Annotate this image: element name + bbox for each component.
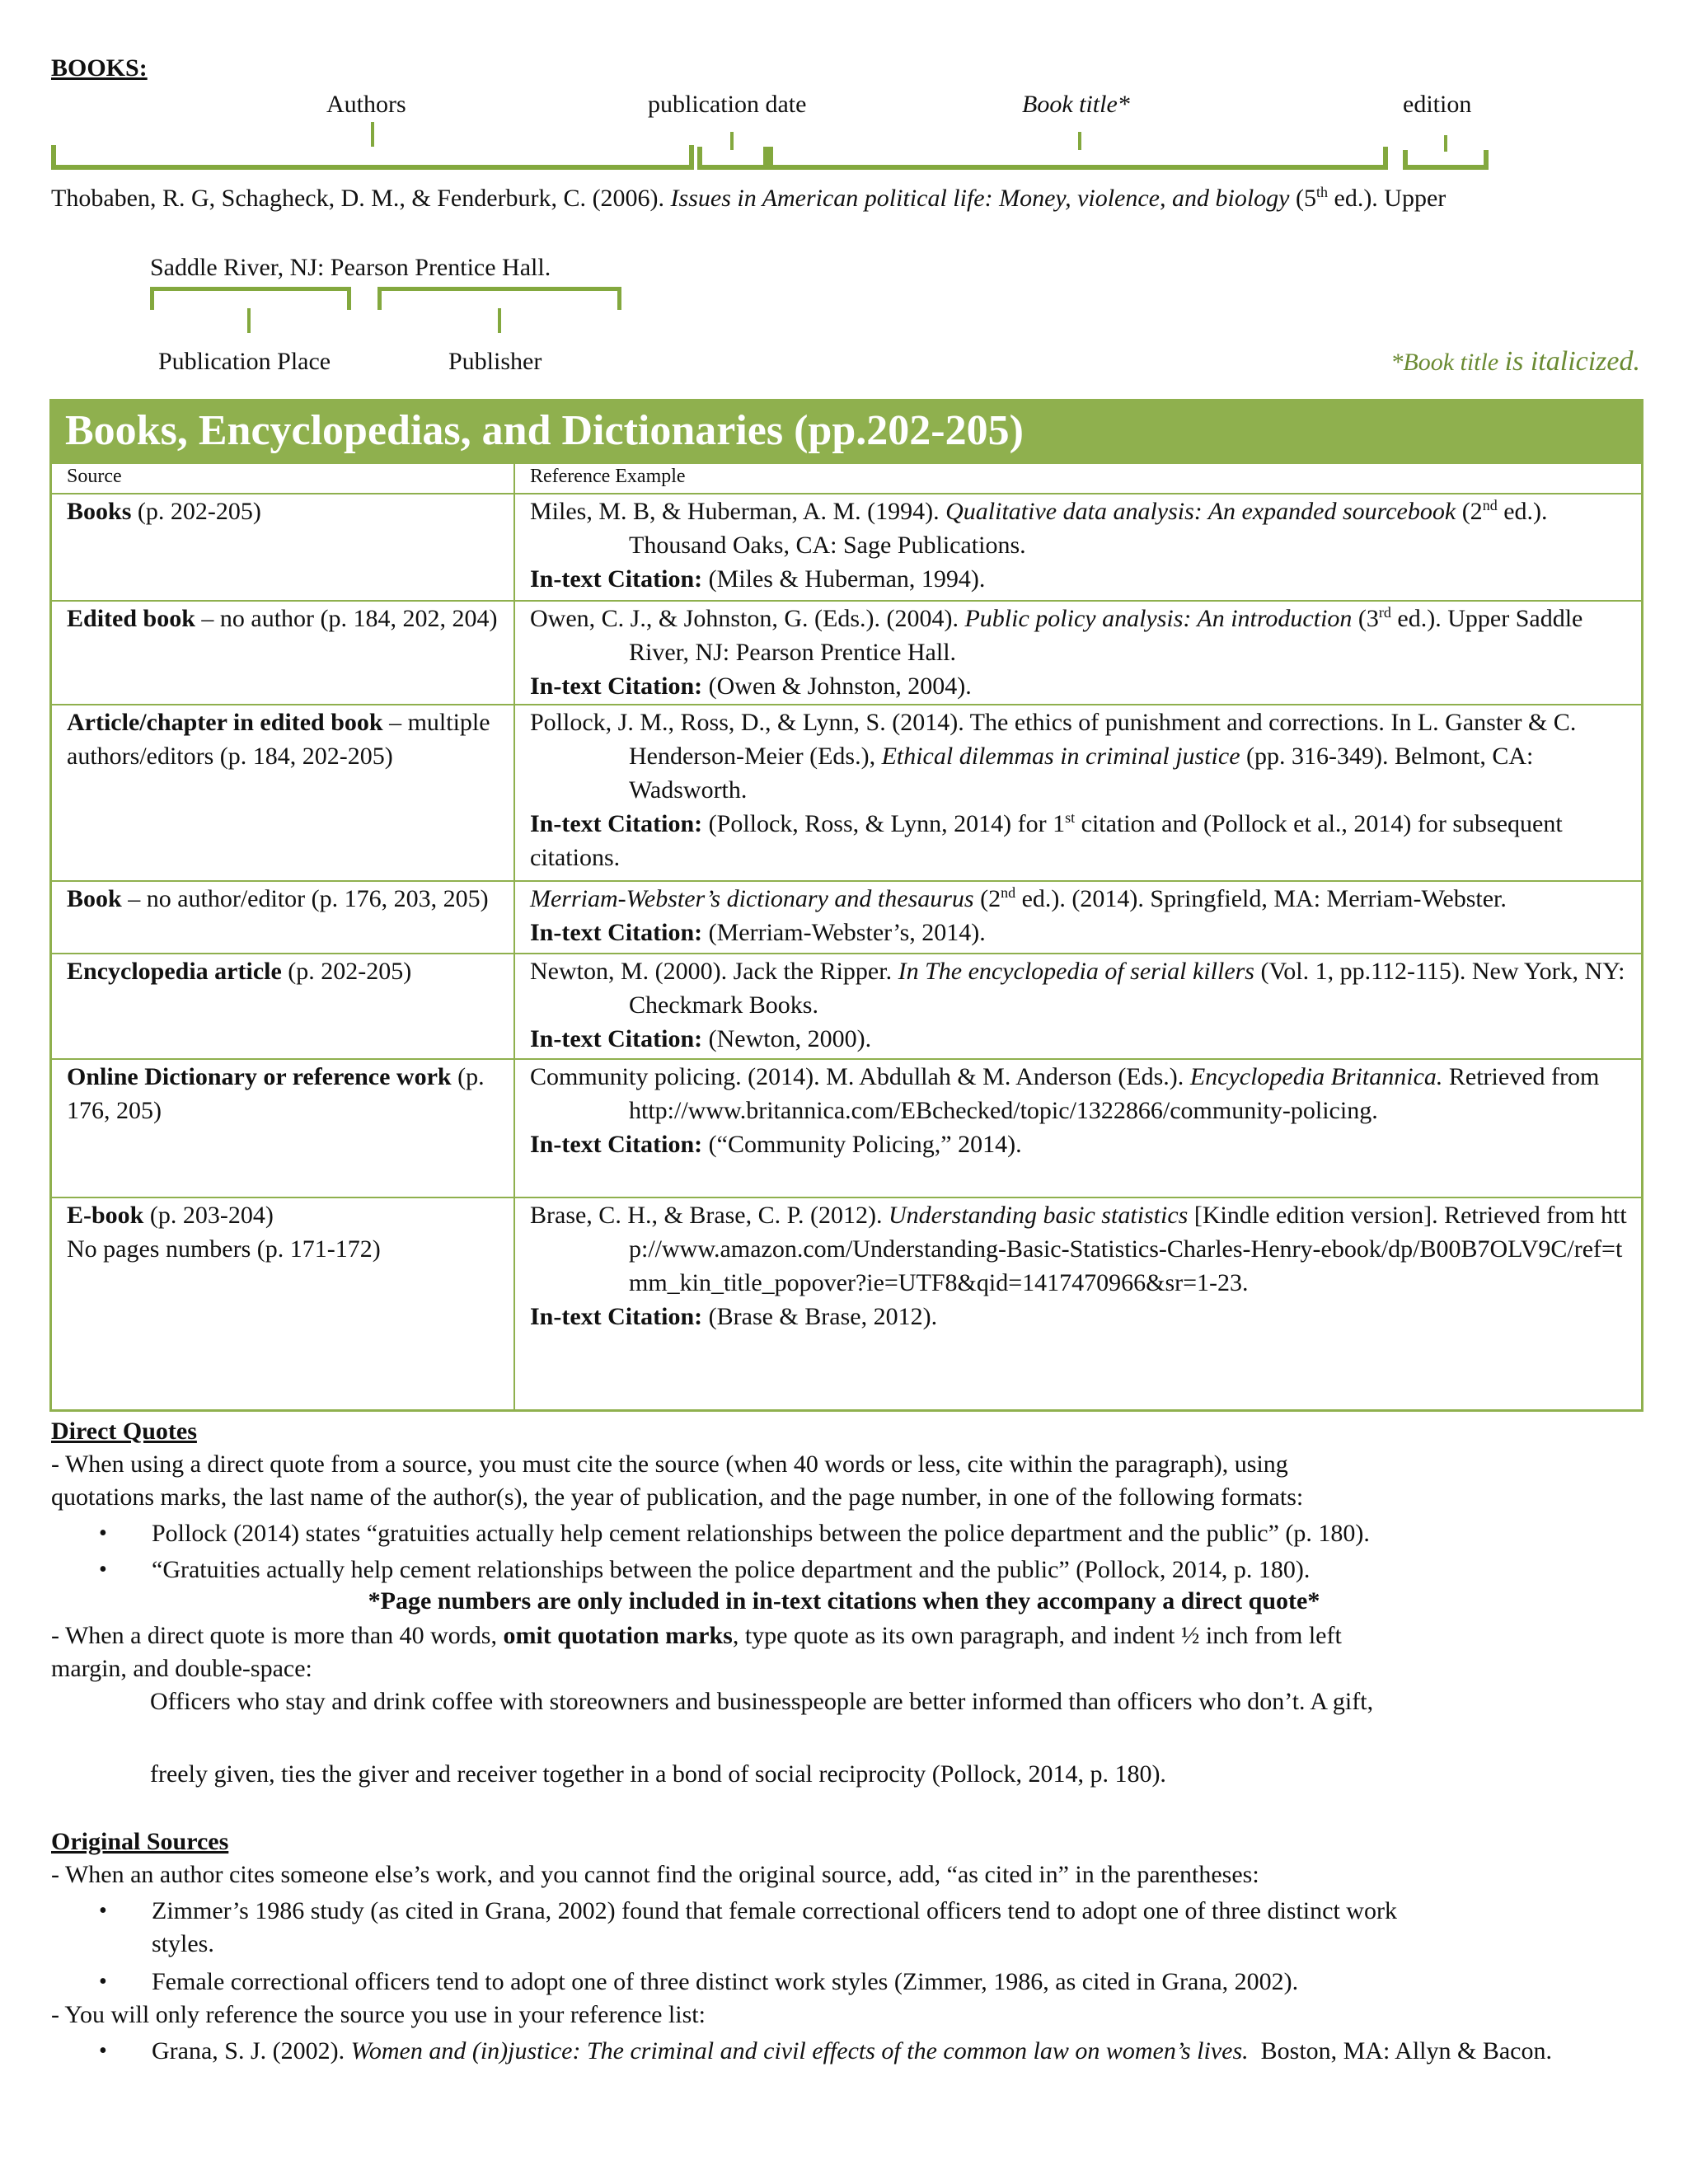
- bullet-icon: •: [99, 1898, 107, 1924]
- original-sources-p2: - You will only reference the source you use in your reference list:: [51, 2001, 706, 2028]
- authors-bracket: [51, 145, 694, 170]
- direct-quotes-p1-line2: quotations marks, the last name of the author(s), the year of publication, and the page number, in one of the following formats:: [51, 1483, 1304, 1511]
- example-citation-line1: Thobaben, R. G, Schagheck, D. M., & Fenderburk, C. (2006). Issues in American political life: Money, violence, and biology (5th ed.). Upper: [51, 184, 1447, 212]
- example-cell: Brase, C. H., & Brase, C. P. (2012). Understanding basic statistics [Kindle edition version]. Retrieved from http://www.amazon.com/Understanding-Basic-Statistics-Charles-Henry-ebook/dp/B00B7OLV9C/ref=tmm_kin_title_popover?ie=UTF8&qid=1417470966&sr=1-23. In-text Citation: (Brase & Brase, 2012).: [530, 1202, 1627, 1330]
- publisher-bracket-tick: [498, 308, 501, 333]
- label-book-title: Book title*: [1022, 91, 1130, 118]
- col-header-source: Source: [52, 464, 515, 493]
- table-row: [52, 600, 1641, 704]
- example-cell: Pollock, J. M., Ross, D., & Lynn, S. (2014). The ethics of punishment and corrections. In L. Ganster & C. Henderson-Meier (Eds.), Ethical dilemmas in criminal justice (pp. 316-349). Belmont, CA: Wadsworth. In-text Citation: (Pollock, Ross, & Lynn, 2014) for 1st citation and (Pollock et al., 2014) for subsequent citations.: [530, 709, 1577, 871]
- block-quote-line2: freely given, ties the giver and receiver together in a bond of social reciprocity (Pollock, 2014, p. 180).: [150, 1760, 1166, 1788]
- original-sources-p1: - When an author cites someone else’s work, and you cannot find the original source, add, “as cited in” in the parentheses:: [51, 1861, 1259, 1888]
- title-bracket: [768, 147, 1388, 170]
- list-item-continuation: styles.: [152, 1930, 214, 1957]
- table-row: [52, 953, 1641, 1058]
- list-item: • “Gratuities actually help cement relationships between the police department and the public” (Pollock, 2014, p. 180).: [99, 1553, 1310, 1586]
- authors-bracket-tick: [371, 122, 374, 147]
- example-cell: Community policing. (2014). M. Abdullah & M. Anderson (Eds.). Encyclopedia Britannica. Retrieved from http://www.britannica.com/EBchecked/topic/1322866/community-policing. In-text Citation: (“Community Policing,” 2014).: [530, 1063, 1600, 1158]
- source-cell: Books (p. 202-205): [52, 494, 515, 600]
- list-item: • Zimmer’s 1986 study (as cited in Grana, 2002) found that female correctional officers tend to adopt one of three distinct work: [99, 1894, 1397, 1928]
- source-cell: Encyclopedia article (p. 202-205): [52, 954, 515, 1058]
- source-cell: Edited book – no author (p. 184, 202, 204): [52, 602, 515, 704]
- example-cell: Owen, C. J., & Johnston, G. (Eds.). (2004). Public policy analysis: An introduction (3rd ed.). Upper Saddle River, NJ: Pearson Prentice Hall. In-text Citation: (Owen & Johnston, 2004).: [530, 604, 1583, 700]
- label-publisher: Publisher: [448, 348, 542, 375]
- date-bracket: [697, 147, 768, 170]
- direct-quotes-p1-line1: - When using a direct quote from a source, you must cite the source (when 40 words or less, cite within the paragraph), using: [51, 1451, 1288, 1478]
- label-edition: edition: [1403, 91, 1472, 118]
- direct-quotes-p2-line2: margin, and double-space:: [51, 1655, 312, 1682]
- source-cell: Book – no author/editor (p. 176, 203, 205): [52, 882, 515, 953]
- edition-bracket-tick: [1444, 135, 1447, 152]
- table-row: [52, 1058, 1641, 1197]
- original-sources-heading: Original Sources: [51, 1828, 229, 1855]
- example-cell: Merriam-Webster’s dictionary and thesaurus (2nd ed.). (2014). Springfield, MA: Merriam-Webster. In-text Citation: (Merriam-Webster’s, 2014).: [530, 884, 1507, 946]
- label-publication-date: publication date: [648, 91, 807, 118]
- table-row: [52, 493, 1641, 600]
- reference-table: [49, 399, 1643, 1412]
- source-cell: Online Dictionary or reference work (p. 176, 205): [52, 1060, 515, 1197]
- col-header-example: Reference Example: [530, 466, 686, 487]
- bullet-icon: •: [99, 2038, 107, 2064]
- edition-bracket: [1403, 150, 1489, 170]
- place-bracket: [150, 287, 351, 310]
- label-publication-place: Publication Place: [158, 348, 331, 375]
- place-bracket-tick: [247, 308, 251, 333]
- italic-note: *Book title is italicized.: [1390, 346, 1640, 377]
- list-item: • Grana, S. J. (2002). Women and (in)justice: The criminal and civil effects of the common law on women’s lives. Boston, MA: Allyn & Bacon.: [99, 2034, 1552, 2068]
- label-authors: Authors: [326, 91, 406, 118]
- source-cell: E-book (p. 203-204) No pages numbers (p. 171-172): [52, 1198, 515, 1409]
- bullet-icon: •: [99, 1521, 107, 1546]
- publisher-bracket: [377, 287, 621, 310]
- books-heading: BOOKS:: [51, 54, 148, 82]
- table-row: [52, 880, 1641, 953]
- bullet-icon: •: [99, 1969, 107, 1994]
- list-item: • Female correctional officers tend to adopt one of three distinct work styles (Zimmer, 1986, as cited in Grana, 2002).: [99, 1965, 1298, 1999]
- page-number-note: *Page numbers are only included in in-text citations when they accompany a direct quote*: [368, 1587, 1320, 1615]
- direct-quotes-heading: Direct Quotes: [51, 1418, 197, 1445]
- direct-quotes-p2-line1: - When a direct quote is more than 40 words, omit quotation marks, type quote as its own paragraph, and indent ½ inch from left: [51, 1622, 1342, 1649]
- example-citation-line2: Saddle River, NJ: Pearson Prentice Hall.: [150, 254, 551, 281]
- block-quote-line1: Officers who stay and drink coffee with storeowners and businesspeople are better informed than officers who don’t. A gift,: [150, 1688, 1374, 1715]
- table-header-row: [52, 462, 1641, 493]
- example-cell: Newton, M. (2000). Jack the Ripper. In The encyclopedia of serial killers (Vol. 1, pp.112-115). New York, NY: Checkmark Books. In-text Citation: (Newton, 2000).: [530, 958, 1625, 1052]
- source-cell: Article/chapter in edited book – multiple authors/editors (p. 184, 202-205): [52, 705, 515, 880]
- list-item: • Pollock (2014) states “gratuities actually help cement relationships between the police department and the public” (p. 180).: [99, 1516, 1370, 1550]
- table-row: [52, 704, 1641, 880]
- bullet-icon: •: [99, 1557, 107, 1582]
- example-cell: Miles, M. B, & Huberman, A. M. (1994). Qualitative data analysis: An expanded sourcebook (2nd ed.). Thousand Oaks, CA: Sage Publications. In-text Citation: (Miles & Huberman, 1994).: [530, 497, 1548, 593]
- table-row: [52, 1197, 1641, 1409]
- table-title: Books, Encyclopedias, and Dictionaries (pp.202-205): [52, 401, 1641, 462]
